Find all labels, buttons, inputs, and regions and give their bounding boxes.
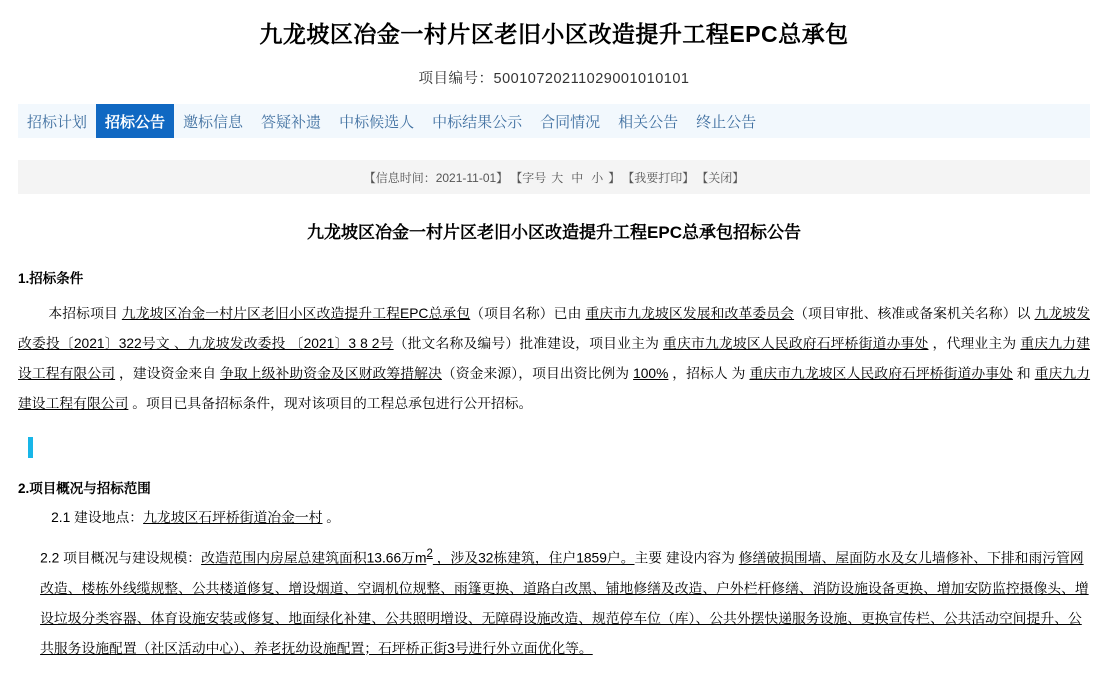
s1-text-2: （项目名称）已由: [470, 306, 586, 321]
item-2-2: [18, 539, 1090, 664]
font-size-close-bracket: 】: [608, 170, 621, 185]
item-2-2-underline-buildings: ，涉及32栋建筑，住户1859户。: [432, 550, 635, 566]
info-bar: [18, 160, 1090, 194]
tab-xiangguangonggao[interactable]: 相关公告: [618, 113, 679, 131]
s1-underline-tenderee-1: 重庆市九龙坡区人民政府石坪桥街道办事处: [749, 366, 1013, 381]
tab-zhaobiaogonggao[interactable]: 招标公告: [96, 104, 174, 138]
s1-text-9: 和: [1012, 366, 1035, 381]
item-2-1-underline-location: 九龙坡区石坪桥街道冶金一村: [143, 510, 323, 525]
item-2-2-label: 2.2 项目概况与建设规模：: [40, 550, 202, 566]
item-2-1-label: 2.1 建设地点：: [51, 510, 144, 525]
notice-body: [0, 194, 1108, 674]
project-number-line: [0, 49, 1108, 88]
s1-text-10: 。项目已具备招标条件，现对该项目的工程总承包进行公开招标。: [128, 396, 533, 411]
info-time: 【信息时间：2021-11-01】: [363, 170, 509, 185]
tab-zhaobiaojihua[interactable]: 招标计划: [27, 113, 88, 131]
s1-text-4: （批文名称及编号）批准建设，项目业主为: [393, 336, 664, 351]
s1-underline-owner: 重庆市九龙坡区人民政府石坪桥街道办事处: [663, 336, 929, 351]
notice-title: 九龙坡区冶金一村片区老旧小区改造提升工程EPC总承包招标公告: [307, 223, 801, 242]
page-title: 九龙坡区冶金一村片区老旧小区改造提升工程EPC总承包: [259, 21, 849, 47]
tab-yaobiaoxinxi[interactable]: 邀标信息: [183, 113, 244, 131]
close-link[interactable]: 【关闭】: [696, 170, 745, 185]
tab-zhongzhigonggao[interactable]: 终止公告: [696, 113, 757, 131]
tab-zhongbiaojieguogongshi[interactable]: 中标结果公示: [432, 113, 523, 131]
section-1-paragraph: [18, 299, 1090, 419]
s1-text-8: ，招标人 为: [668, 366, 750, 381]
font-size-medium[interactable]: 中: [571, 170, 584, 185]
s1-underline-approval-org: 重庆市九龙坡区发展和改革委员会: [585, 306, 795, 321]
s1-underline-project-name: 九龙坡区冶金一村片区老旧小区改造提升工程EPC总承包: [121, 306, 471, 321]
s1-underline-tenderee-2: 重庆九力建设工程有限公司: [18, 366, 1091, 411]
item-2-2-underline-area: 改造范围内房屋总建筑面积13.66万m: [201, 550, 427, 566]
section-2-heading: 2.项目概况与招标范围: [18, 481, 151, 496]
tab-hetongqingkuang[interactable]: 合同情况: [540, 113, 601, 131]
item-2-2-area-superscript: 2: [426, 548, 433, 560]
item-2-1: [18, 503, 1090, 533]
text-cursor-row: [18, 433, 1090, 463]
s1-underline-fund-source: 争取上级补助资金及区财政筹措解决: [220, 366, 442, 381]
project-number-label: 项目编号：: [418, 71, 494, 87]
s1-text-6: ，建设资金来自: [115, 366, 220, 381]
s1-underline-agent-owner: 重庆九力建设工程有限公司: [18, 336, 1091, 381]
s1-text-5: ，代理业主为: [928, 336, 1021, 351]
s1-text-7: （资金来源），项目出资比例为: [441, 366, 634, 381]
text-caret: [28, 437, 33, 458]
item-2-2-underline-scope: 修缮破损围墙、屋面防水及女儿墙修补、下排和雨污管网改造、楼栋外线缆规整、公共楼道修复、增设烟道、空调机位规整、雨篷更换、道路白改黑、铺地修缮及改造、户外栏杆修缮、消防设施设备更换、增加安防监控摄像头、增设垃圾分类容器、体育设施安装或修复、地面绿化补建、公共照明增设、无障碍设施改造、规范停车位（库）、公共外摆快递服务设施、更换宣传栏、公共活动空间提升、公共服务设施配置（社区活动中心）、养老抚幼设施配置；石坪桥正街3号进行外立面优化等。: [40, 550, 1089, 656]
s1-text-3: （项目审批、核准或备案机关名称）以: [794, 306, 1035, 321]
tab-zhongbiaohouxuanren[interactable]: 中标候选人: [339, 113, 415, 131]
item-2-1-tail: 。: [322, 510, 341, 525]
font-size-small[interactable]: 小: [591, 170, 604, 185]
font-size-label: 【字号: [510, 170, 547, 185]
item-2-2-text-mid: 主要 建设内容为: [634, 550, 739, 566]
s1-text-1: 本招标项目: [48, 306, 122, 321]
s1-underline-fund-ratio: 100%: [633, 366, 669, 381]
section-1-heading: 1.招标条件: [18, 271, 84, 286]
tab-strip: [18, 104, 1090, 138]
project-number-value: 50010720211029001010101: [493, 71, 690, 87]
s1-underline-approval-doc: 九龙坡发改委投〔2021〕322号文 、九龙坡发改委投 〔2021〕3 8 2号: [18, 306, 1090, 351]
tab-dayibuyi[interactable]: 答疑补遗: [261, 113, 322, 131]
print-link[interactable]: 【我要打印】: [622, 170, 695, 185]
font-size-large[interactable]: 大: [551, 170, 564, 185]
